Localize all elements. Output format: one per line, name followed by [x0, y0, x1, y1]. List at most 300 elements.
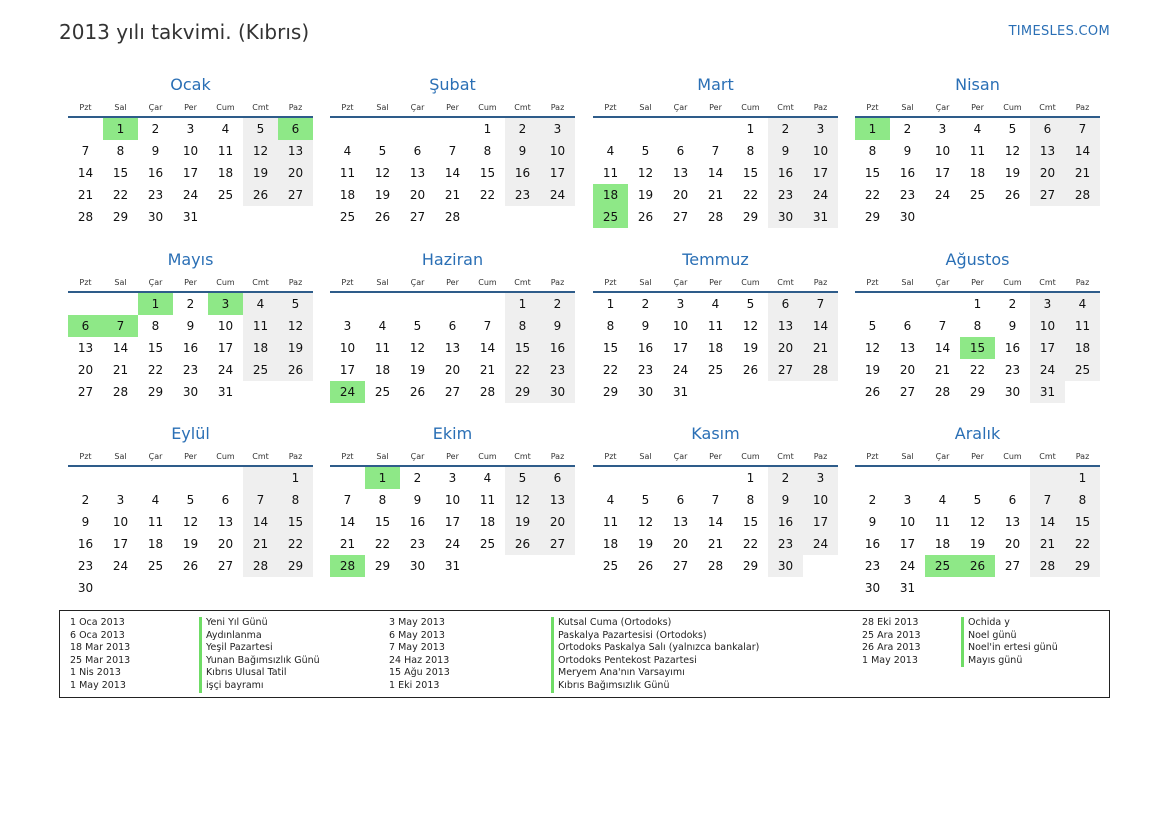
week-row: [330, 337, 575, 359]
day-cell: 24: [182, 188, 199, 202]
day-cell: 18: [374, 363, 391, 377]
holiday-name: işçi bayramı: [199, 680, 320, 693]
weekday-label: Sal: [901, 277, 914, 287]
day-cell: 4: [483, 471, 492, 485]
week-row: [68, 489, 313, 511]
weekday-label: Per: [709, 102, 722, 112]
weekday-label: Paz: [1075, 451, 1090, 461]
month-12: [855, 423, 1100, 599]
day-cell: 26: [742, 363, 759, 377]
day-cell: 8: [746, 493, 755, 507]
day-cell: 16: [899, 166, 916, 180]
holiday-name: Kıbrıs Bağımsızlık Günü: [551, 680, 759, 693]
page-title: 2013 yılı takvimi. (Kıbrıs): [59, 20, 310, 44]
day-cell: 1: [505, 293, 540, 315]
day-cell: 18: [339, 188, 356, 202]
week-row: [593, 140, 838, 162]
day-cell: 1: [365, 467, 400, 489]
week-row: [68, 577, 313, 599]
weekday-label: Sal: [901, 451, 914, 461]
day-cell: 19: [505, 511, 540, 533]
empty-day: [173, 467, 208, 489]
day-cell: 6: [676, 493, 685, 507]
week-row: [68, 184, 313, 206]
day-cell: 3: [208, 293, 243, 315]
month-6: [330, 249, 575, 403]
day-cell: 31: [182, 210, 199, 224]
week-row: [593, 315, 838, 337]
day-cell: 1: [746, 122, 755, 136]
holiday-date: 1 May 2013: [70, 679, 126, 691]
day-cell: 24: [672, 363, 689, 377]
month-2: [330, 74, 575, 228]
empty-day: [470, 293, 505, 315]
week-row: [855, 533, 1100, 555]
day-cell: 6: [1030, 118, 1065, 140]
day-cell: 5: [641, 144, 650, 158]
weekday-label: Sal: [376, 451, 389, 461]
weekday-label: Per: [184, 102, 197, 112]
day-cell: 19: [1004, 166, 1021, 180]
week-row: [593, 359, 838, 381]
weekday-label: Cmt: [1039, 102, 1056, 112]
day-cell: 27: [1004, 559, 1021, 573]
day-cell: 23: [409, 537, 426, 551]
weekday-label: Paz: [813, 451, 828, 461]
day-cell: 24: [112, 559, 129, 573]
week-row: [330, 184, 575, 206]
day-cell: 15: [112, 166, 129, 180]
day-cell: 17: [540, 162, 575, 184]
day-cell: 10: [540, 140, 575, 162]
day-cell: 9: [413, 493, 422, 507]
day-cell: 2: [641, 297, 650, 311]
day-cell: 8: [116, 144, 125, 158]
day-cell: 4: [938, 493, 947, 507]
day-cell: 24: [899, 559, 916, 573]
month-name: Mayıs: [167, 250, 214, 269]
week-row: [68, 315, 313, 337]
week-row: [855, 381, 1100, 403]
day-cell: 2: [1008, 297, 1017, 311]
weekday-label: Per: [971, 102, 984, 112]
day-cell: 9: [186, 319, 195, 333]
holiday-date: 6 Oca 2013: [70, 629, 125, 641]
weekday-header: [855, 273, 1100, 293]
day-cell: 31: [803, 206, 838, 228]
holiday-date: 1 May 2013: [862, 654, 918, 666]
empty-day: [68, 118, 103, 140]
weekday-label: Cmt: [1039, 277, 1056, 287]
empty-day: [435, 118, 470, 140]
month-name: Haziran: [421, 250, 484, 269]
day-cell: 29: [742, 559, 759, 573]
week-row: [68, 533, 313, 555]
week-row: [593, 533, 838, 555]
day-cell: 16: [768, 511, 803, 533]
month-name: Şubat: [429, 75, 476, 94]
day-cell: 8: [378, 493, 387, 507]
day-cell: 13: [672, 515, 689, 529]
day-cell: 16: [409, 515, 426, 529]
day-cell: 11: [147, 515, 164, 529]
empty-day: [243, 381, 278, 403]
day-cell: 12: [505, 489, 540, 511]
week-row: [68, 555, 313, 577]
month-5: [68, 249, 313, 403]
day-cell: 15: [742, 515, 759, 529]
day-cell: 20: [1030, 162, 1065, 184]
week-row: [68, 381, 313, 403]
month-name: Ekim: [432, 424, 473, 443]
holiday-name: Kıbrıs Ulusal Tatil: [199, 667, 320, 680]
day-cell: 3: [676, 297, 685, 311]
day-cell: 26: [243, 184, 278, 206]
day-cell: 29: [969, 385, 986, 399]
day-cell: 29: [147, 385, 164, 399]
weekday-label: Cum: [478, 451, 497, 461]
weekday-label: Pzt: [341, 277, 354, 287]
weekday-label: Pzt: [79, 277, 92, 287]
holiday-date: 7 May 2013: [389, 642, 445, 654]
day-cell: 20: [1004, 537, 1021, 551]
day-cell: 28: [803, 359, 838, 381]
week-row: [330, 162, 575, 184]
empty-day: [103, 293, 138, 315]
week-row: [855, 511, 1100, 533]
day-cell: 23: [1004, 363, 1021, 377]
empty-day: [593, 467, 628, 489]
week-row: [593, 467, 838, 489]
day-cell: 31: [444, 559, 461, 573]
day-cell: 9: [505, 140, 540, 162]
week-row: [593, 511, 838, 533]
brand-link[interactable]: TIMESLES.COM: [1008, 24, 1110, 39]
day-cell: 12: [1004, 144, 1021, 158]
weekday-label: Çar: [673, 102, 688, 112]
week-row: [330, 489, 575, 511]
day-cell: 29: [374, 559, 391, 573]
weekday-label: Sal: [376, 102, 389, 112]
weekday-label: Çar: [148, 277, 163, 287]
week-row: [68, 467, 313, 489]
day-cell: 2: [903, 122, 912, 136]
day-cell: 3: [803, 467, 838, 489]
day-cell: 7: [81, 144, 90, 158]
day-cell: 12: [742, 319, 759, 333]
empty-day: [925, 206, 960, 228]
weekday-header: [855, 447, 1100, 467]
empty-day: [243, 577, 278, 599]
holiday-date: 25 Mar 2013: [70, 654, 131, 666]
day-cell: 2: [768, 467, 803, 489]
day-cell: 22: [112, 188, 129, 202]
day-cell: 13: [768, 315, 803, 337]
day-cell: 16: [768, 162, 803, 184]
day-cell: 27: [217, 559, 234, 573]
day-cell: 9: [868, 515, 877, 529]
day-cell: 27: [409, 210, 426, 224]
empty-day: [470, 206, 505, 228]
weekday-label: Cum: [478, 277, 497, 287]
holiday-names-col-1: [199, 617, 320, 693]
day-cell: 3: [186, 122, 195, 136]
day-cell: 22: [374, 537, 391, 551]
weekday-label: Çar: [148, 102, 163, 112]
day-cell: 1: [973, 297, 982, 311]
day-cell: 18: [934, 537, 951, 551]
day-cell: 14: [444, 166, 461, 180]
weekday-label: Çar: [410, 102, 425, 112]
holiday-name: Paskalya Pazartesisi (Ortodoks): [551, 630, 759, 643]
day-cell: 2: [81, 493, 90, 507]
day-cell: 31: [1030, 381, 1065, 403]
day-cell: 1: [483, 122, 492, 136]
day-cell: 10: [339, 341, 356, 355]
week-row: [855, 555, 1100, 577]
day-cell: 13: [217, 515, 234, 529]
day-cell: 23: [147, 188, 164, 202]
day-cell: 13: [899, 341, 916, 355]
day-cell: 23: [768, 184, 803, 206]
day-cell: 24: [934, 188, 951, 202]
day-cell: 18: [1065, 337, 1100, 359]
holiday-name: Ortodoks Paskalya Salı (yalnızca bankalar): [551, 642, 759, 655]
month-name: Nisan: [955, 75, 1000, 94]
weekday-label: Pzt: [866, 451, 879, 461]
day-cell: 31: [672, 385, 689, 399]
weekday-label: Sal: [639, 277, 652, 287]
day-cell: 27: [1030, 184, 1065, 206]
day-cell: 17: [1030, 337, 1065, 359]
day-cell: 28: [444, 210, 461, 224]
week-row: [330, 533, 575, 555]
weekday-label: Cmt: [777, 102, 794, 112]
day-cell: 20: [540, 511, 575, 533]
day-cell: 18: [243, 337, 278, 359]
weekday-header: [593, 273, 838, 293]
day-cell: 7: [803, 293, 838, 315]
day-cell: 2: [768, 118, 803, 140]
week-row: [855, 489, 1100, 511]
day-cell: 20: [899, 363, 916, 377]
day-cell: 22: [278, 533, 313, 555]
day-cell: 17: [339, 363, 356, 377]
empty-day: [278, 577, 313, 599]
day-cell: 21: [707, 537, 724, 551]
empty-day: [330, 118, 365, 140]
weekday-header: [855, 98, 1100, 118]
weekday-label: Pzt: [341, 102, 354, 112]
weekday-label: Pzt: [604, 451, 617, 461]
day-cell: 5: [746, 297, 755, 311]
day-cell: 24: [803, 533, 838, 555]
weekday-label: Pzt: [79, 102, 92, 112]
day-cell: 27: [768, 359, 803, 381]
day-cell: 14: [479, 341, 496, 355]
day-cell: 25: [1065, 359, 1100, 381]
day-cell: 15: [278, 511, 313, 533]
weekday-header: [593, 447, 838, 467]
day-cell: 20: [672, 537, 689, 551]
day-cell: 5: [973, 493, 982, 507]
weekday-label: Çar: [935, 451, 950, 461]
day-cell: 23: [77, 559, 94, 573]
day-cell: 20: [77, 363, 94, 377]
weekday-label: Sal: [114, 277, 127, 287]
day-cell: 7: [448, 144, 457, 158]
day-cell: 25: [339, 210, 356, 224]
empty-day: [173, 577, 208, 599]
day-cell: 17: [444, 515, 461, 529]
weekday-label: Per: [971, 277, 984, 287]
day-cell: 12: [637, 515, 654, 529]
day-cell: 18: [147, 537, 164, 551]
day-cell: 6: [413, 144, 422, 158]
weekday-label: Cum: [741, 451, 760, 461]
week-row: [330, 467, 575, 489]
day-cell: 10: [217, 319, 234, 333]
day-cell: 28: [1030, 555, 1065, 577]
holiday-names-col-2: [551, 617, 759, 693]
month-name: Temmuz: [682, 250, 749, 269]
day-cell: 5: [641, 493, 650, 507]
week-row: [330, 511, 575, 533]
day-cell: 10: [672, 319, 689, 333]
day-cell: 21: [803, 337, 838, 359]
weekday-label: Paz: [550, 102, 565, 112]
holiday-date: 6 May 2013: [389, 629, 445, 641]
empty-day: [103, 467, 138, 489]
day-cell: 2: [868, 493, 877, 507]
empty-day: [330, 467, 365, 489]
day-cell: 22: [742, 537, 759, 551]
holiday-date: 1 Nis 2013: [70, 667, 121, 679]
month-name: Kasım: [691, 424, 740, 443]
day-cell: 7: [243, 489, 278, 511]
week-row: [855, 467, 1100, 489]
week-row: [330, 118, 575, 140]
day-cell: 19: [409, 363, 426, 377]
week-row: [593, 184, 838, 206]
day-cell: 8: [1065, 489, 1100, 511]
empty-day: [698, 118, 733, 140]
day-cell: 26: [374, 210, 391, 224]
day-cell: 1: [746, 471, 755, 485]
day-cell: 5: [186, 493, 195, 507]
month-name: Mart: [697, 75, 734, 94]
day-cell: 28: [707, 210, 724, 224]
empty-day: [1065, 381, 1100, 403]
week-row: [68, 206, 313, 228]
holiday-dates-col-3: [862, 617, 921, 667]
weekday-label: Cmt: [252, 451, 269, 461]
day-cell: 21: [243, 533, 278, 555]
week-row: [855, 337, 1100, 359]
holiday-names-col-3: [961, 617, 1058, 667]
day-cell: 20: [768, 337, 803, 359]
weekday-label: Per: [709, 451, 722, 461]
day-cell: 6: [903, 319, 912, 333]
day-cell: 18: [602, 537, 619, 551]
day-cell: 7: [1065, 118, 1100, 140]
day-cell: 20: [217, 537, 234, 551]
day-cell: 20: [672, 188, 689, 202]
day-cell: 10: [803, 489, 838, 511]
empty-day: [960, 206, 995, 228]
weekday-header: [68, 98, 313, 118]
day-cell: 30: [147, 210, 164, 224]
day-cell: 16: [505, 162, 540, 184]
day-cell: 27: [444, 385, 461, 399]
week-row: [593, 118, 838, 140]
day-cell: 12: [182, 515, 199, 529]
weekday-label: Cmt: [514, 102, 531, 112]
day-cell: 25: [243, 359, 278, 381]
holiday-dates-col-2: [389, 617, 450, 693]
weekday-label: Cum: [216, 451, 235, 461]
weekday-label: Çar: [673, 451, 688, 461]
empty-day: [400, 293, 435, 315]
day-cell: 25: [374, 385, 391, 399]
weekday-label: Paz: [288, 451, 303, 461]
day-cell: 5: [278, 293, 313, 315]
day-cell: 18: [969, 166, 986, 180]
day-cell: 15: [374, 515, 391, 529]
holiday-date: 26 Ara 2013: [862, 642, 921, 654]
day-cell: 11: [374, 341, 391, 355]
empty-day: [208, 467, 243, 489]
day-cell: 14: [934, 341, 951, 355]
day-cell: 26: [409, 385, 426, 399]
day-cell: 6: [540, 467, 575, 489]
day-cell: 11: [1065, 315, 1100, 337]
day-cell: 10: [1030, 315, 1065, 337]
day-cell: 17: [112, 537, 129, 551]
weekday-header: [330, 273, 575, 293]
day-cell: 5: [243, 118, 278, 140]
empty-day: [803, 555, 838, 577]
day-cell: 28: [77, 210, 94, 224]
day-cell: 29: [112, 210, 129, 224]
day-cell: 15: [602, 341, 619, 355]
day-cell: 11: [969, 144, 986, 158]
day-cell: 16: [637, 341, 654, 355]
weekday-header: [330, 98, 575, 118]
weekday-label: Çar: [935, 277, 950, 287]
day-cell: 4: [243, 293, 278, 315]
holiday-name: Noel günü: [961, 630, 1058, 643]
day-cell: 1: [103, 118, 138, 140]
day-cell: 24: [1030, 359, 1065, 381]
day-cell: 30: [637, 385, 654, 399]
holiday-name: Yeni Yıl Günü: [199, 617, 320, 630]
empty-day: [663, 118, 698, 140]
day-cell: 16: [182, 341, 199, 355]
day-cell: 26: [637, 559, 654, 573]
day-cell: 25: [925, 555, 960, 577]
weekday-label: Paz: [1075, 277, 1090, 287]
day-cell: 22: [864, 188, 881, 202]
empty-day: [540, 555, 575, 577]
day-cell: 28: [243, 555, 278, 577]
week-row: [593, 381, 838, 403]
day-cell: 16: [1004, 341, 1021, 355]
weekday-label: Per: [971, 451, 984, 461]
day-cell: 31: [217, 385, 234, 399]
month-8: [855, 249, 1100, 403]
day-cell: 4: [711, 297, 720, 311]
